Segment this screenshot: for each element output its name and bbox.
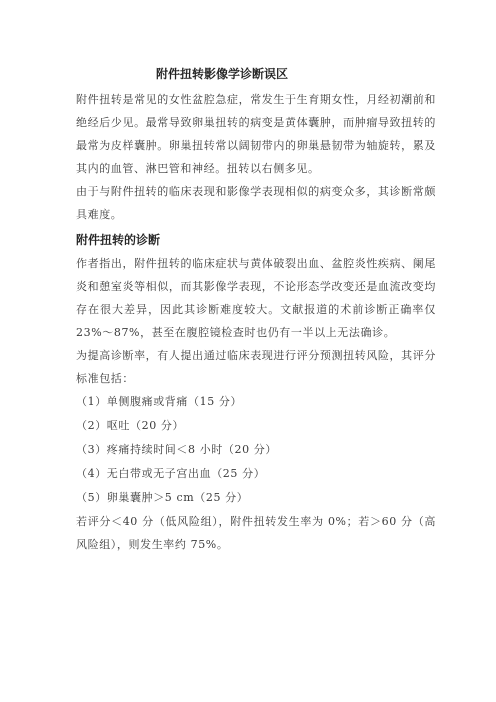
document-page [76,62,436,556]
intro-paragraph-1: 附件扭转是常见的女性盆腔急症，常发生于生育期女性，月经初潮前和绝经后少见。最常导致卵巢扭转的病变是黄体囊肿，而肿瘤导致扭转的最常为皮样囊肿。卵巢扭转常以阔韧带内的卵巢悬韧带为轴旋转，累及其内的血管、淋巴管和神经。扭转以右侧多见。 [76,93,436,175]
criteria-item: （3）疼痛持续时间＜8 小时（20 分） [76,443,277,456]
criteria-item: （2）呕吐（20 分） [76,419,185,432]
document-title: 附件扭转影像学诊断误区 [156,67,289,81]
criteria-item: （5）卵巢囊肿＞5 cm（25 分） [76,491,249,504]
section-heading: 附件扭转的诊断 [76,233,161,247]
section-paragraph-2: 为提高诊断率，有人提出通过临床表现进行评分预测扭转风险，其评分标准包括： [76,349,436,385]
intro-paragraph-2: 由于与附件扭转的临床表现和影像学表现相似的病变众多，其诊断常颇具难度。 [76,185,436,221]
criteria-item: （4）无白带或无子宫出血（25 分） [76,467,266,480]
criteria-item: （1）单侧腹痛或背痛（15 分） [76,395,243,408]
conclusion-paragraph: 若评分＜40 分（低风险组），附件扭转发生率为 0%；若＞60 分（高风险组），则发生率约 75%。 [76,515,436,551]
section-paragraph-1: 作者指出，附件扭转的临床症状与黄体破裂出血、盆腔炎性疾病、阑尾炎和憩室炎等相似，而其影像学表现，不论形态学改变还是血流改变均存在很大差异，因此其诊断难度较大。文献报道的术前诊断正确率仅 23%～87%，甚至在腹腔镜检查时也仍有一半以上无法确诊。 [76,257,436,339]
scoring-criteria-list [76,390,436,510]
